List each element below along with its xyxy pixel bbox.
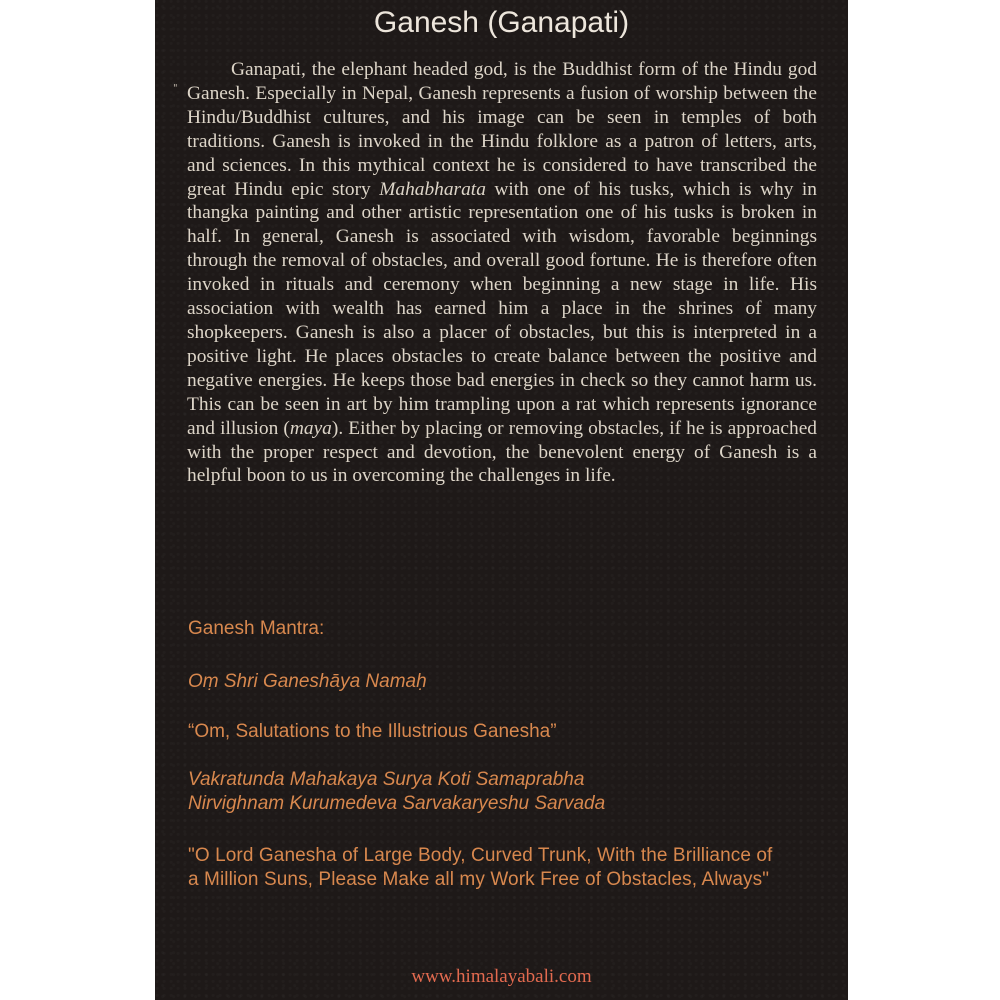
maya-term: maya bbox=[289, 417, 332, 439]
mantra-heading: Ganesh Mantra: bbox=[188, 618, 325, 639]
info-card bbox=[155, 0, 848, 1000]
mantra-verse-translation bbox=[188, 844, 772, 892]
description-text-part-3: ). Either by placing or removing obstacles, if he is approached with the proper respect and devotion, the benevolent energy of Ganesh is a helpful boon to us in overcoming the challenges in life. bbox=[187, 417, 817, 487]
mantra-verse bbox=[188, 768, 605, 816]
description-paragraph bbox=[187, 58, 817, 488]
mantra-verse-line-2: Nirvighnam Kurumedeva Sarvakaryeshu Sarvada bbox=[188, 793, 606, 814]
website-link[interactable]: www.himalayabali.com bbox=[411, 966, 592, 987]
mantra-translation: “Om, Salutations to the Illustrious Ganesha” bbox=[188, 721, 557, 742]
epic-title: Mahabharata bbox=[379, 178, 486, 200]
mantra-sanskrit: Oṃ Shri Ganeshāya Namaḥ bbox=[188, 671, 427, 692]
description-text-part-1: Ganapati, the elephant headed god, is the Buddhist form of the Hindu god Ganesh. Especially in Nepal, Ganesh represents a fusion of worship between the Hindu/Buddhist cultures, and his image can be seen in temples of both traditions. Ganesh is invoked in the Hindu folklore as a patron of letters, arts, and sciences. In this mythical context he is considered to have transcribed the great Hindu epic story bbox=[187, 59, 817, 200]
description-text-part-2: with one of his tusks, which is why in thangka painting and other artistic representation one of his tusks is broken in half. In general, Ganesh is associated with wisdom, favorable beginnings through the removal of obstacles, and overall good fortune. He is therefore often invoked in rituals and ceremony when beginning a new stage in life. His association with wealth has earned him a place in the shrines of many shopkeepers. Ganesh is also a placer of obstacles, but this is interpreted in a positive light. He places obstacles to create balance between the positive and negative energies. He keeps those bad energies in check so they cannot harm us. This can be seen in art by him trampling upon a rat which represents ignorance and illusion ( bbox=[187, 178, 817, 439]
card-title: Ganesh (Ganapati) bbox=[373, 6, 630, 39]
mantra-verse-translation-line-2: a Million Suns, Please Make all my Work Free of Obstacles, Always" bbox=[188, 869, 770, 890]
mantra-verse-line-1: Vakratunda Mahakaya Surya Koti Samaprabha bbox=[188, 769, 585, 790]
decorative-mark-icon: " bbox=[173, 83, 178, 94]
mantra-verse-translation-line-1: "O Lord Ganesha of Large Body, Curved Trunk, With the Brilliance of bbox=[188, 845, 773, 866]
